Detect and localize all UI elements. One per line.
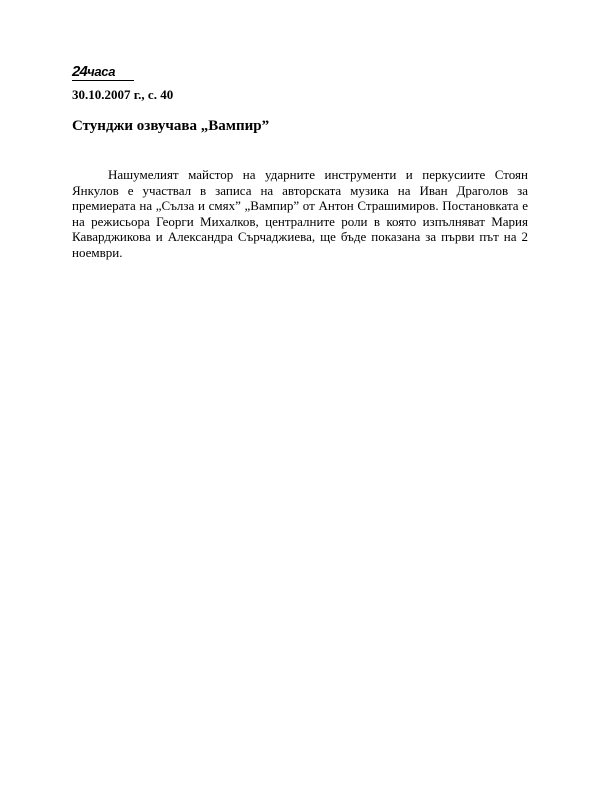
article-title: Стунджи озвучава „Вампир” xyxy=(72,118,270,134)
logo-number: 24 xyxy=(72,63,88,80)
logo-underline xyxy=(72,80,134,81)
newspaper-logo-text xyxy=(72,65,142,78)
article-body: Нашумелият майстор на ударните инструменти и перкусиите Стоян Янкулов е участвал в записа на авторската музика на Иван Драголов за премиерата на „Сълза и смях” „Вампир” от Антон Страшимиров. Постановката е на режисьора Георги Михалков, централните роли в която изпълняват Мария Каварджикова и Александра Сърчаджиева, ще бъде показана за първи път на 2 ноември. xyxy=(72,167,528,260)
logo-word: часа xyxy=(87,64,116,79)
publication-dateline: 30.10.2007 г., с. 40 xyxy=(72,87,174,102)
newspaper-logo xyxy=(72,65,142,83)
